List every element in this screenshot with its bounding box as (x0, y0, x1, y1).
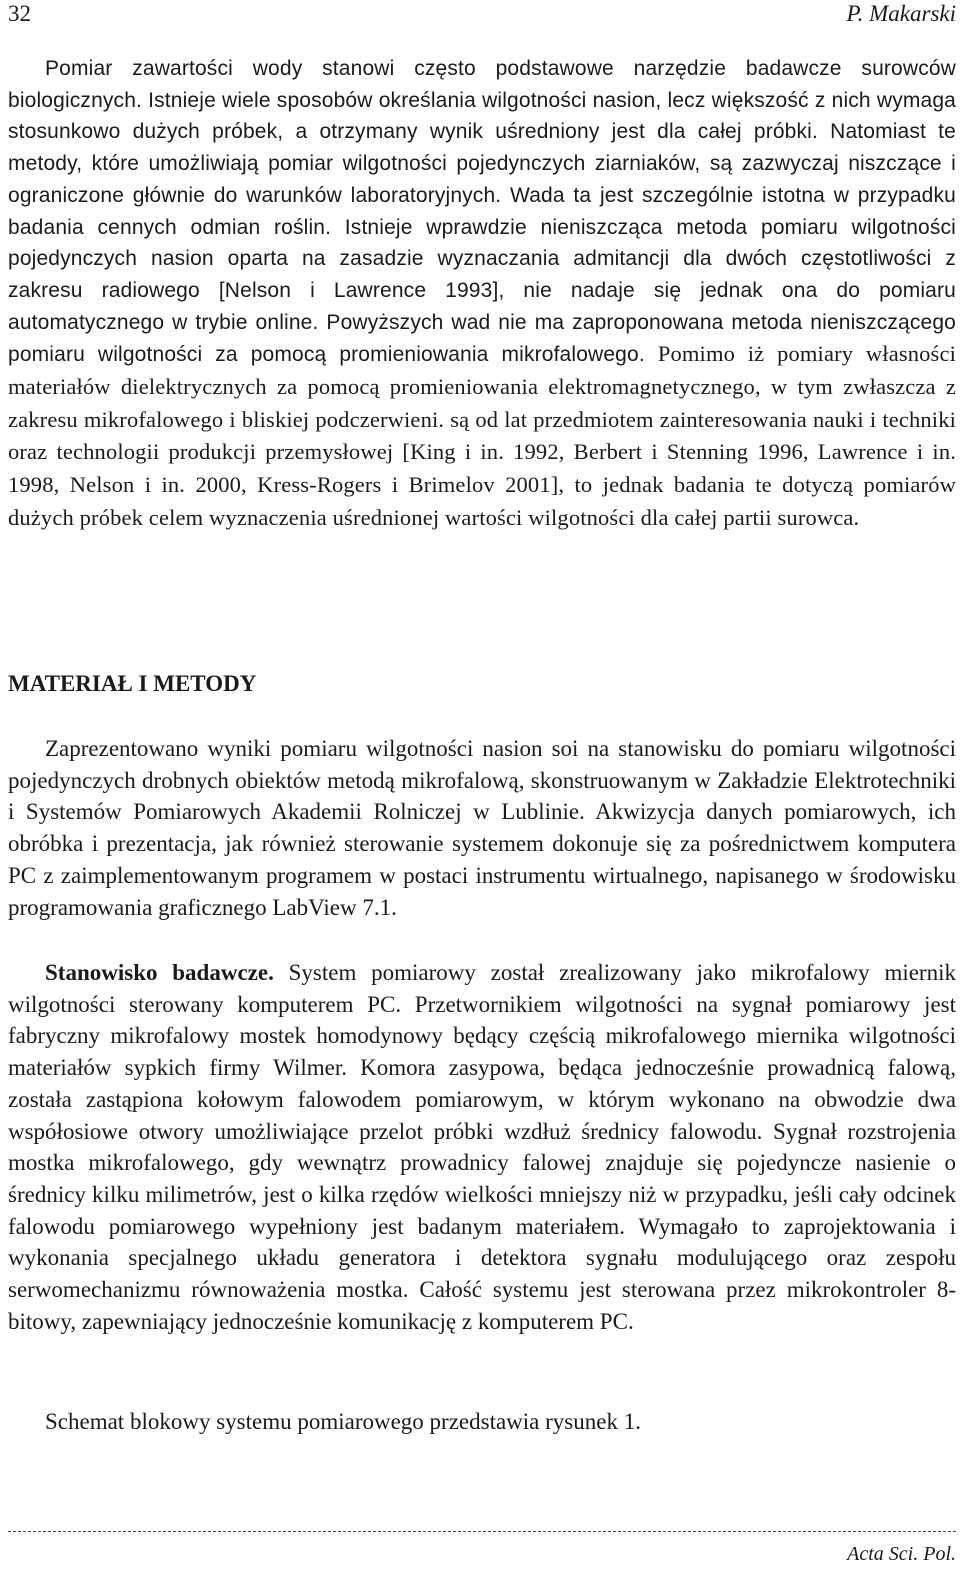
intro-paragraph (8, 53, 956, 535)
section-heading: MATERIAŁ I METODY (8, 671, 257, 696)
run-in-heading: Stanowisko badawcze. (45, 960, 274, 985)
page-number: 32 (8, 1, 31, 26)
running-author: P. Makarski (846, 1, 956, 26)
page-header (8, 0, 956, 32)
footer-journal: Acta Sci. Pol. (847, 1543, 956, 1565)
intro-serif-text: Pomimo iż pomiary własności materiałów dielektrycznych za pomocą promieniowania elektromagnetycznego, w tym zwłaszcza z zakresu mikrofalowego i bliskiej podczerwieni. są od lat przedmiotem zainteresowania nauki i techniki oraz technologii produkcji przemysłowej [King i in. 1992, Berbert i Stenning 1996, Lawrence i in. 1998, Nelson i in. 2000, Kress-Rogers i Brimelov 2001], to jednak badania te dotyczą pomiarów dużych próbek celem wyznaczenia uśrednionej wartości wilgotności dla całej partii surowca. (8, 341, 956, 530)
methods-paragraph-3: Schemat blokowy systemu pomiarowego przedstawia rysunek 1. (45, 1409, 641, 1434)
intro-sans-text: Pomiar zawartości wody stanowi często podstawowe narzędzie badawcze surowców biologicznych. Istnieje wiele sposobów określania wilgotności nasion, lecz większość z nich wymaga stosunkowo dużych próbek, a otrzymany wynik uśredniony jest dla całej próbki. Natomiast te metody, które umożliwiają pomiar wilgotności pojedynczych ziarniaków, są zazwyczaj niszczące i ograniczone głównie do warunków laboratoryjnych. Wada ta jest szczególnie istotna w przypadku badania cennych odmian roślin. Istnieje wprawdzie nieniszcząca metoda pomiaru wilgotności pojedynczych nasion oparta na zasadzie wyznaczania admitancji dla dwóch częstotliwości z zakresu radiowego [Nelson i Lawrence 1993], nie nadaje się jednak ona do pomiaru automatycznego w trybie online. Powyższych wad nie ma zaproponowana metoda nieniszczącego pomiaru wilgotności za pomocą promieniowania mikrofalowego. (8, 57, 956, 367)
methods-paragraph-2 (8, 957, 956, 1337)
footer-rule (8, 1531, 956, 1532)
document-page (8, 0, 956, 1569)
methods-paragraph-1: Zaprezentowano wyniki pomiaru wilgotności nasion soi na stanowisku do pomiaru wilgotności pojedynczych drobnych obiektów metodą mikrofalową, skonstruowanym w Zakładzie Elektrotechniki i Systemów Pomiarowych Akademii Rolniczej w Lublinie. Akwizycja danych pomiarowych, ich obróbka i prezentacja, jak również sterowanie systemem dokonuje się za pośrednictwem komputera PC z zaimplementowanym programem w postaci instrumentu wirtualnego, napisanego w środowisku programowania graficznego LabView 7.1. (8, 736, 956, 920)
methods-paragraph-2-text: System pomiarowy został zrealizowany jako mikrofalowy miernik wilgotności sterowany komputerem PC. Przetwornikiem wilgotności na sygnał pomiarowy jest fabryczny mikrofalowy mostek homodynowy będący częścią mikrofalowego miernika wilgotności materiałów sypkich firmy Wilmer. Komora zasypowa, będąca jednocześnie prowadnicą falową, została zastąpiona kołowym falowodem pomiarowym, w którym wykonano na obwodzie dwa współosiowe otwory umożliwiające przelot próbki wzdłuż średnicy falowodu. Sygnał rozstrojenia mostka mikrofalowego, gdy wewnątrz prowadnicy falowej znajduje się pojedyncze nasienie o średnicy kilku milimetrów, jest o kilka rzędów wielkości mniejszy niż w przypadku, jeśli cały odcinek falowodu pomiarowego wypełniony jest badanym materiałem. Wymagało to zaprojektowania i wykonania specjalnego układu generatora i detektora sygnału modulującego oraz zespołu serwomechanizmu równoważenia mostka. Całość systemu jest sterowana przez mikrokontroler 8-bitowy, zapewniający jednocześnie komunikację z komputerem PC. (8, 960, 956, 1334)
